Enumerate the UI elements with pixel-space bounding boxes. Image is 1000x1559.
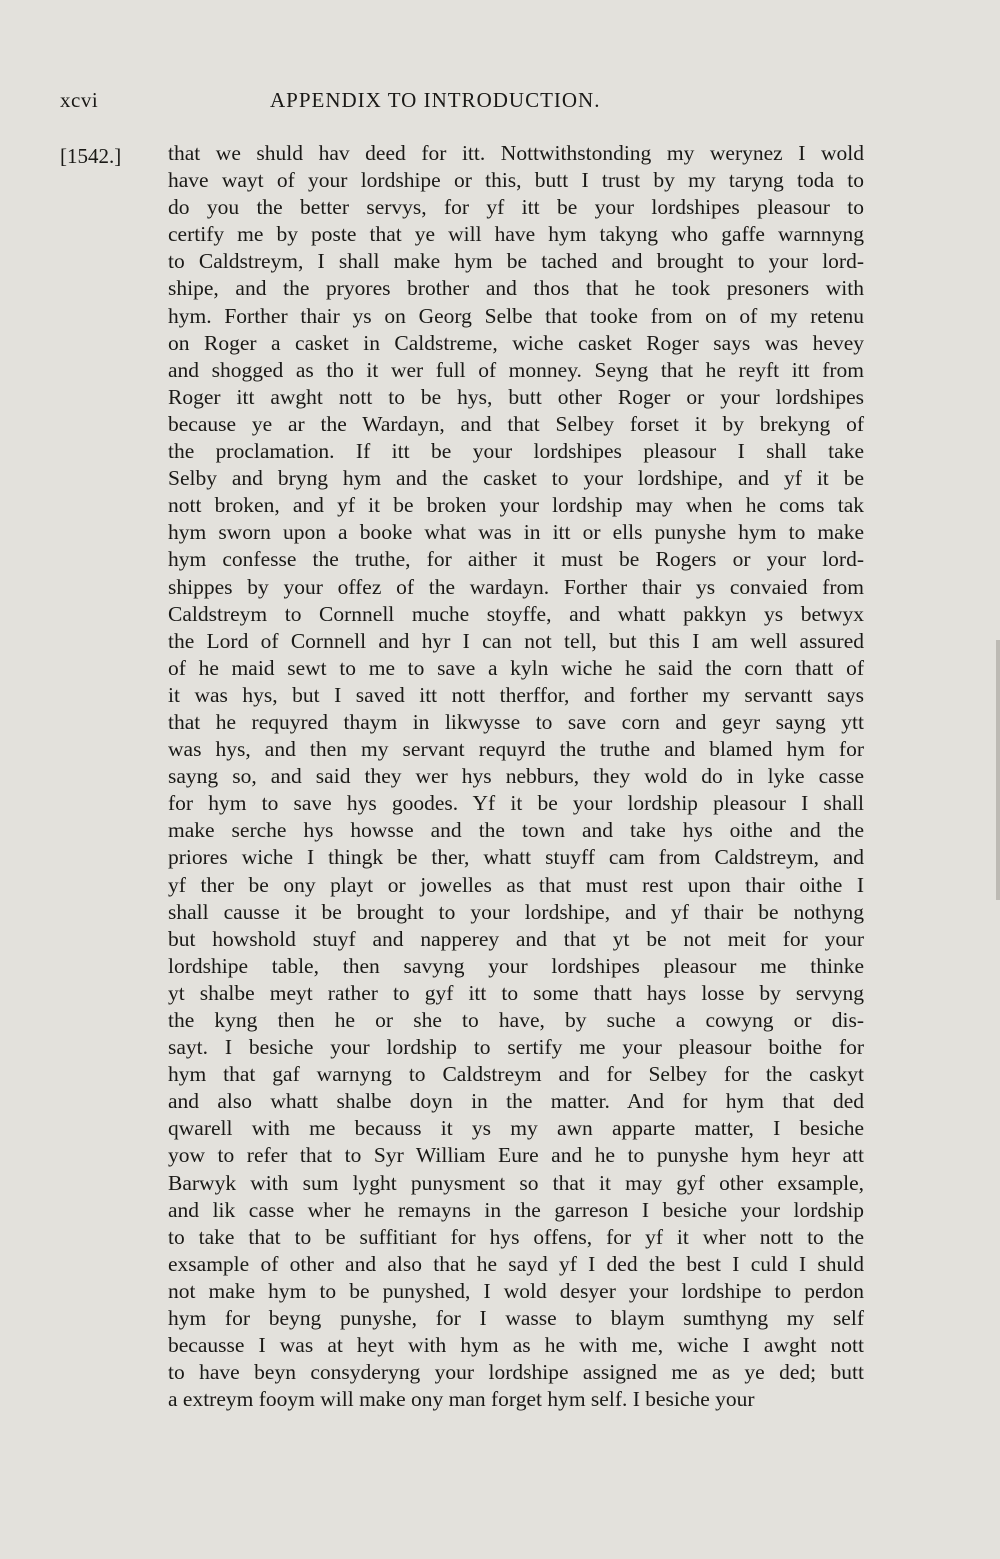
text-line: sayt. I besiche your lordship to sertify me your pleasour boithe for	[168, 1035, 864, 1060]
text-line: that we shuld hav deed for itt. Nottwithstonding my werynez I wold	[168, 141, 864, 165]
text-line: on Roger a casket in Caldstreme, wiche casket Roger says was hevey	[168, 330, 864, 355]
text-line: to have beyn consyderyng your lordshipe assigned me as ye ded; butt	[168, 1360, 864, 1385]
text-line: the kyng then he or she to have, by suche a cowyng or dis-	[168, 1008, 864, 1032]
text-line: a extreym fooym will make ony man forget hym self. I besiche your	[168, 1387, 755, 1412]
text-line: yow to refer that to Syr William Eure and he to punyshe hym heyr att	[168, 1143, 864, 1168]
text-line: have wayt of your lordshipe or this, butt I trust by my taryng toda to	[168, 168, 864, 193]
text-line: Roger itt awght nott to be hys, butt other Roger or your lordshipes	[168, 384, 864, 409]
text-line: yf ther be ony playt or jowelles as that must rest upon thair oithe I	[168, 872, 864, 897]
text-line: it was hys, but I saved itt nott therffor, and forther my servantt says	[168, 682, 864, 707]
text-line: hym that gaf warnyng to Caldstreym and for Selbey for the caskyt	[168, 1062, 864, 1087]
text-line: qwarell with me becauss it ys my awn apparte matter, I besiche	[168, 1116, 864, 1141]
text-line: becausse I was at heyt with hym as he with me, wiche I awght nott	[168, 1333, 864, 1358]
text-line: hym for beyng punyshe, for I wasse to blaym sumthyng my self	[168, 1306, 864, 1331]
text-line: shippes by your offez of the wardayn. Forther thair ys convaied from	[168, 574, 864, 599]
text-line: make serche hys howsse and the town and take hys oithe and the	[168, 818, 864, 843]
text-line: to take that to be suffitiant for hys offens, for yf it wher nott to the	[168, 1224, 864, 1249]
text-line: but howshold stuyf and napperey and that yt be not meit for your	[168, 926, 864, 951]
text-line: was hys, and then my servant requyrd the truthe and blamed hym for	[168, 737, 864, 762]
page-edge-shadow	[996, 640, 1000, 900]
text-line: Selby and bryng hym and the casket to your lordshipe, and yf it be	[168, 466, 864, 491]
text-line: certify me by poste that ye will have hym takyng who gaffe warnnyng	[168, 222, 864, 247]
text-line: yt shalbe meyt rather to gyf itt to some thatt hays losse by servyng	[168, 980, 864, 1005]
text-line: shall causse it be brought to your lordshipe, and yf thair be nothyng	[168, 899, 864, 924]
text-line: of he maid sewt to me to save a kyln wiche he said the corn thatt of	[168, 655, 864, 680]
text-line: do you the better servys, for yf itt be your lordshipes pleasour to	[168, 195, 864, 220]
text-line: the Lord of Cornnell and hyr I can not tell, but this I am well assured	[168, 628, 864, 653]
text-line: hym. Forther thair ys on Georg Selbe that tooke from on of my retenu	[168, 303, 864, 328]
year-marker: [1542.]	[60, 144, 122, 168]
text-line: exsample of other and also that he sayd yf I ded the best I culd I shuld	[168, 1251, 864, 1276]
text-line: shipe, and the pryores brother and thos that he took presoners with	[168, 276, 864, 301]
text-line: hym sworn upon a booke what was in itt or ells punyshe hym to make	[168, 520, 864, 545]
text-line: sayng so, and said they wer hys nebburs, they wold do in lyke casse	[168, 764, 864, 789]
text-line: nott broken, and yf it be broken your lordship may when he coms tak	[168, 493, 864, 518]
letter-text	[168, 140, 864, 1413]
text-line: not make hym to be punyshed, I wold desyer your lordshipe to perdon	[168, 1278, 864, 1303]
text-line: and shogged as tho it wer full of monney. Seyng that he reyft itt from	[168, 357, 864, 382]
text-line: and lik casse wher he remayns in the garreson I besiche your lordship	[168, 1197, 864, 1222]
text-line: because ye ar the Wardayn, and that Selbey forset it by brekyng of	[168, 411, 864, 436]
text-line: to Caldstreym, I shall make hym be tached and brought to your lord-	[168, 249, 864, 274]
text-line: Barwyk with sum lyght punysment so that it may gyf other exsample,	[168, 1170, 864, 1195]
page-number: xcvi	[60, 88, 99, 112]
text-line: for hym to save hys goodes. Yf it be your lordship pleasour I shall	[168, 791, 864, 816]
text-line: that he requyred thaym in likwysse to save corn and geyr sayng ytt	[168, 709, 864, 734]
text-line: lordshipe table, then savyng your lordshipes pleasour me thinke	[168, 953, 864, 978]
running-head	[60, 88, 860, 118]
text-line: the proclamation. If itt be your lordshipes pleasour I shall take	[168, 439, 864, 464]
text-line: priores wiche I thingk be ther, whatt stuyff cam from Caldstreym, and	[168, 845, 864, 870]
text-line: and also whatt shalbe doyn in the matter. And for hym that ded	[168, 1089, 864, 1114]
text-line: hym confesse the truthe, for aither it must be Rogers or your lord-	[168, 547, 864, 572]
text-line: Caldstreym to Cornnell muche stoyffe, and whatt pakkyn ys betwyx	[168, 601, 864, 626]
running-title: APPENDIX TO INTRODUCTION.	[270, 88, 601, 112]
